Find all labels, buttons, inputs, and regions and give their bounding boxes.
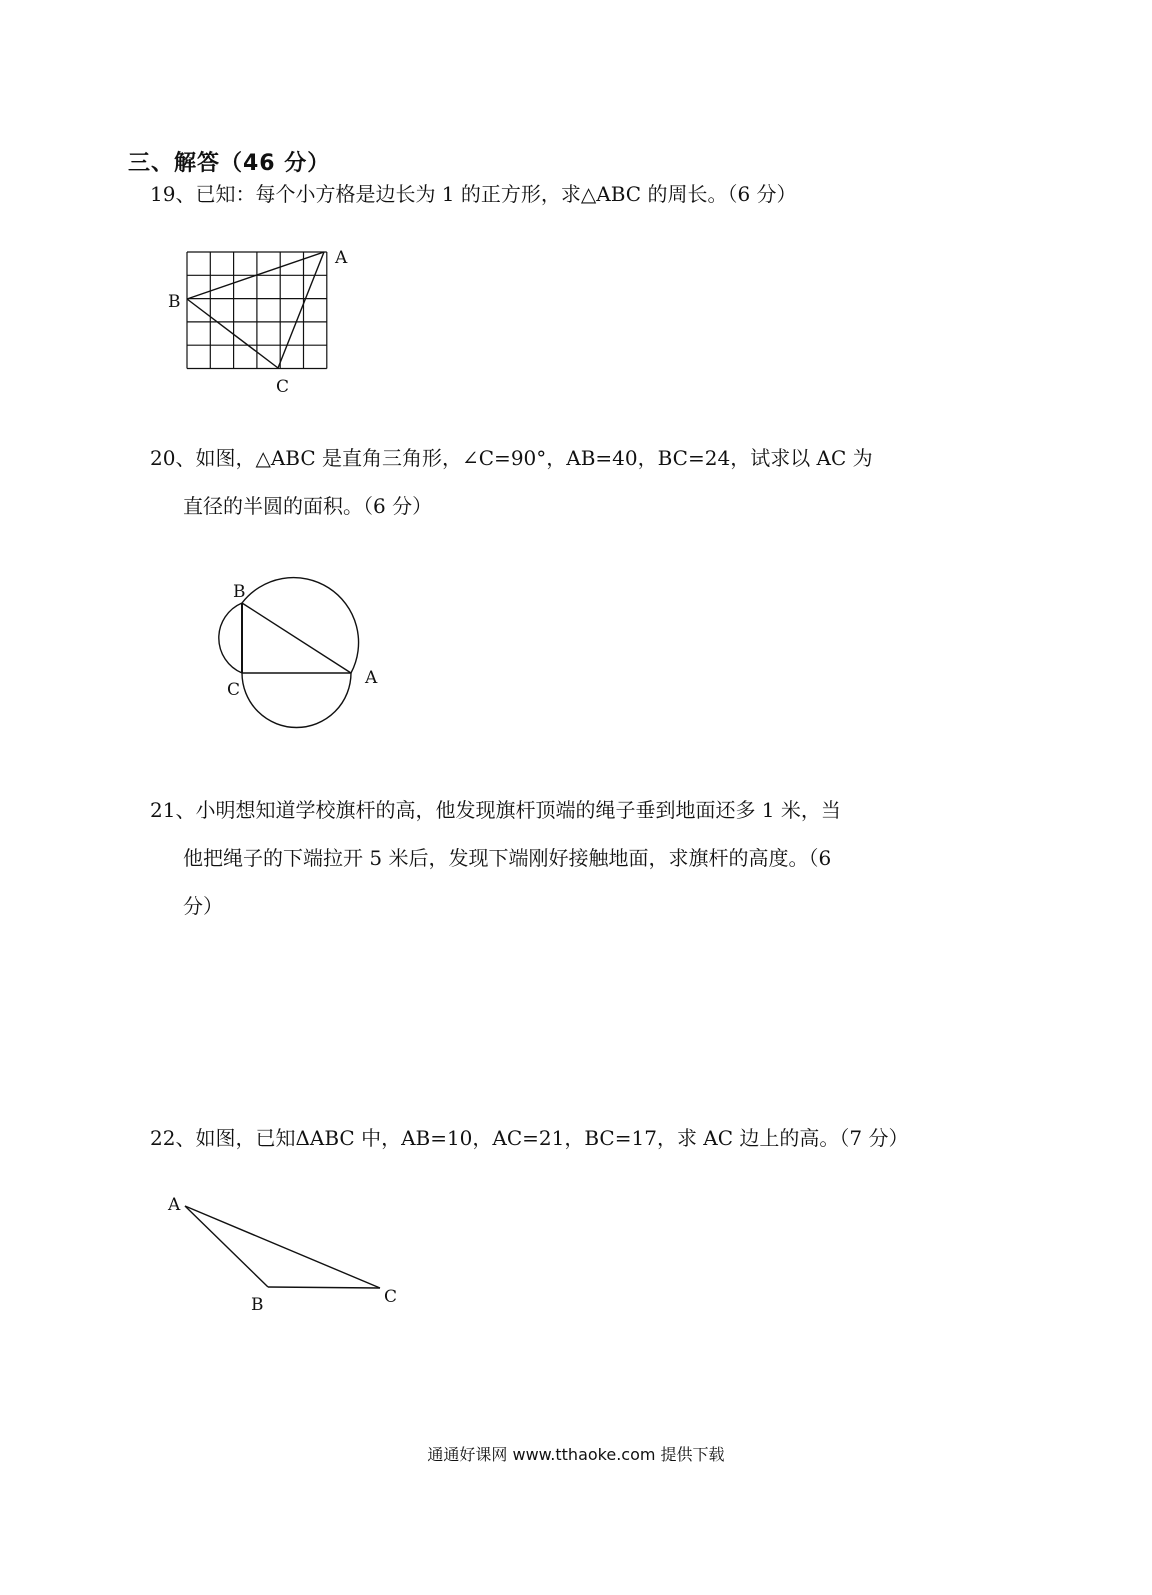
question-19: [150, 170, 1000, 218]
vertex-label-b: B: [251, 1295, 264, 1315]
semicircle-ac: [242, 673, 351, 728]
segment-ab: [185, 1206, 268, 1287]
segment-bc: [187, 299, 278, 368]
vertex-label-c: C: [384, 1287, 398, 1307]
segment-bc: [268, 1287, 380, 1288]
question-22-text: 22、如图，已知ΔABC 中，AB=10，AC=21，BC=17，求 AC 边上的高。（7 分）: [150, 1126, 909, 1150]
segment-ac: [185, 1206, 380, 1288]
vertex-label-a: A: [365, 668, 378, 688]
section-title: 三、解答（46 分）: [128, 151, 331, 176]
question-20-line-2: 直径的半圆的面积。（6 分）: [183, 494, 433, 518]
vertex-label-c: C: [276, 377, 290, 397]
vertex-label-b: B: [168, 292, 181, 312]
semicircle-ab: [242, 578, 359, 673]
vertex-label-b: B: [233, 582, 246, 602]
grid: [187, 252, 327, 369]
footer: 通通好课网 www.tthaoke.com 提供下载: [427, 1445, 725, 1464]
question-20-line-1: 20、如图，△ABC 是直角三角形，∠C=90°，AB=40，BC=24，试求以 AC 为: [150, 446, 873, 470]
vertex-label-a: A: [168, 1195, 181, 1215]
segment-ca: [278, 252, 324, 368]
question-19-figure: [160, 240, 380, 404]
question-22: [150, 1114, 1000, 1162]
question-21: [150, 786, 1000, 930]
question-19-text: 19、已知：每个小方格是边长为 1 的正方形，求△ABC 的周长。（6 分）: [150, 182, 797, 206]
vertex-label-c: C: [227, 680, 241, 700]
vertex-label-a: A: [335, 248, 348, 268]
segment-ab: [242, 603, 351, 673]
semicircle-bc: [219, 603, 242, 673]
question-21-line-2: 他把绳子的下端拉开 5 米后，发现下端刚好接触地面，求旗杆的高度。（6: [183, 846, 832, 870]
question-20: [150, 434, 1000, 530]
question-22-figure: [160, 1190, 420, 1324]
question-21-line-3: 分）: [183, 894, 223, 918]
question-21-line-1: 21、小明想知道学校旗杆的高，他发现旗杆顶端的绳子垂到地面还多 1 米，当: [150, 798, 841, 822]
question-20-figure: [195, 565, 395, 769]
